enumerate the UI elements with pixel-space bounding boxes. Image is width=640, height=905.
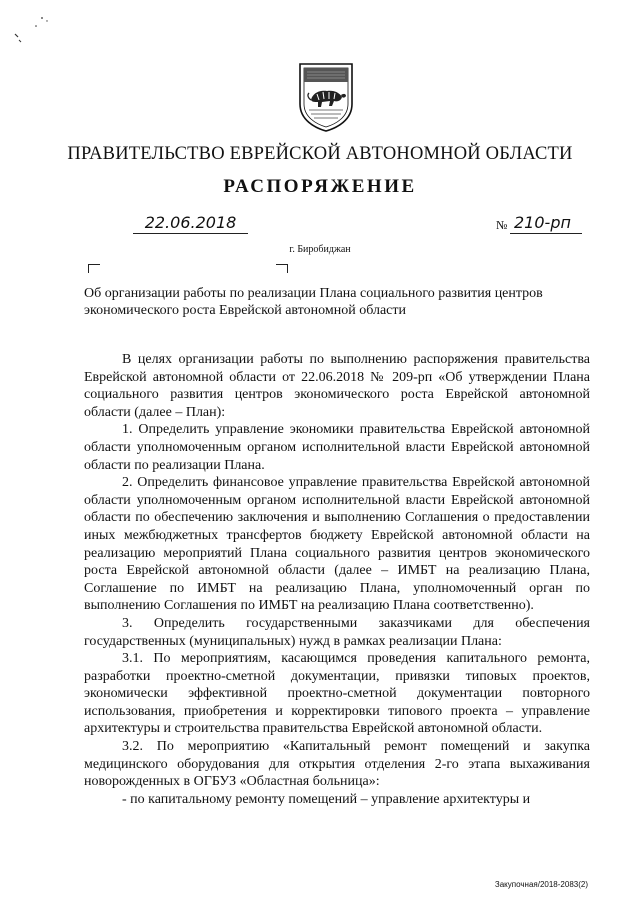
body-paragraph: 2. Определить финансовое управление правительства Еврейской автономной области уполномоченным органом исполнительной власти Еврейской автономной области по обеспечению заключения и выполнению Соглашения о предоставлении иных межбюджетных трансфертов бюджету Еврейской автономной области на реализацию мероприятий Плана социального развития центров экономического роста Еврейской автономной области (далее – ИМБТ на реализацию Плана, Соглашение по ИМБТ на реализацию Плана, уполномоченный орган по выполнению Соглашения по ИМБТ на реализацию Плана соответственно).: [84, 475, 590, 614]
body-paragraph: 1. Определить управление экономики правительства Еврейской автономной области уполномоченным органом исполнительной власти Еврейской автономной области по реализации Плана.: [84, 422, 590, 473]
body-paragraph: 3.2. По мероприятию «Капитальный ремонт помещений и закупка медицинского оборудования для открытия отделения 2-го этапа выхаживания новорожденных в ОГБУЗ «Областная больница»:: [84, 739, 590, 790]
subject-bracket-right: [276, 264, 288, 273]
coat-of-arms-icon: [297, 60, 355, 132]
document-date: 22.06.2018: [133, 213, 248, 234]
body-paragraph: - по капитальному ремонту помещений – управление архитектуры и: [122, 791, 531, 807]
number-sign: №: [496, 218, 508, 232]
body-paragraph: В целях организации работы по выполнению распоряжения правительства Еврейской автономной области от 22.06.2018 № 209-рп «Об утверждении Плана социального развития центров экономического роста Еврейской автономной области (далее – План):: [84, 352, 590, 420]
document-subject: Об организации работы по реализации Плана социального развития центров экономического роста Еврейской автономной области: [84, 286, 543, 318]
body-paragraph: 3. Определить государственными заказчиками для обеспечения государственных (муниципальных) нужд в рамках реализации Плана:: [84, 615, 590, 649]
footer-code: Закупочная/2018-2083(2): [494, 880, 588, 889]
scan-specks: [6, 12, 56, 52]
city-label: г. Биробиджан: [289, 244, 351, 255]
document-body: [84, 351, 590, 808]
document-type-heading: РАСПОРЯЖЕНИЕ: [223, 176, 417, 197]
document-number: 210-рп: [510, 213, 582, 234]
government-title: ПРАВИТЕЛЬСТВО ЕВРЕЙСКОЙ АВТОНОМНОЙ ОБЛАСТИ: [67, 144, 573, 164]
body-paragraph: 3.1. По мероприятиям, касающимся проведения капитального ремонта, разработки проектно-сметной документации, привязки типовых проектов, экономически эффективной проектно-сметной документации повторного использования, приобретения и корректировки типового проекта – управление архитектуры и строительства правительства Еврейской автономной области.: [84, 651, 590, 737]
subject-bracket-left: [88, 264, 100, 273]
